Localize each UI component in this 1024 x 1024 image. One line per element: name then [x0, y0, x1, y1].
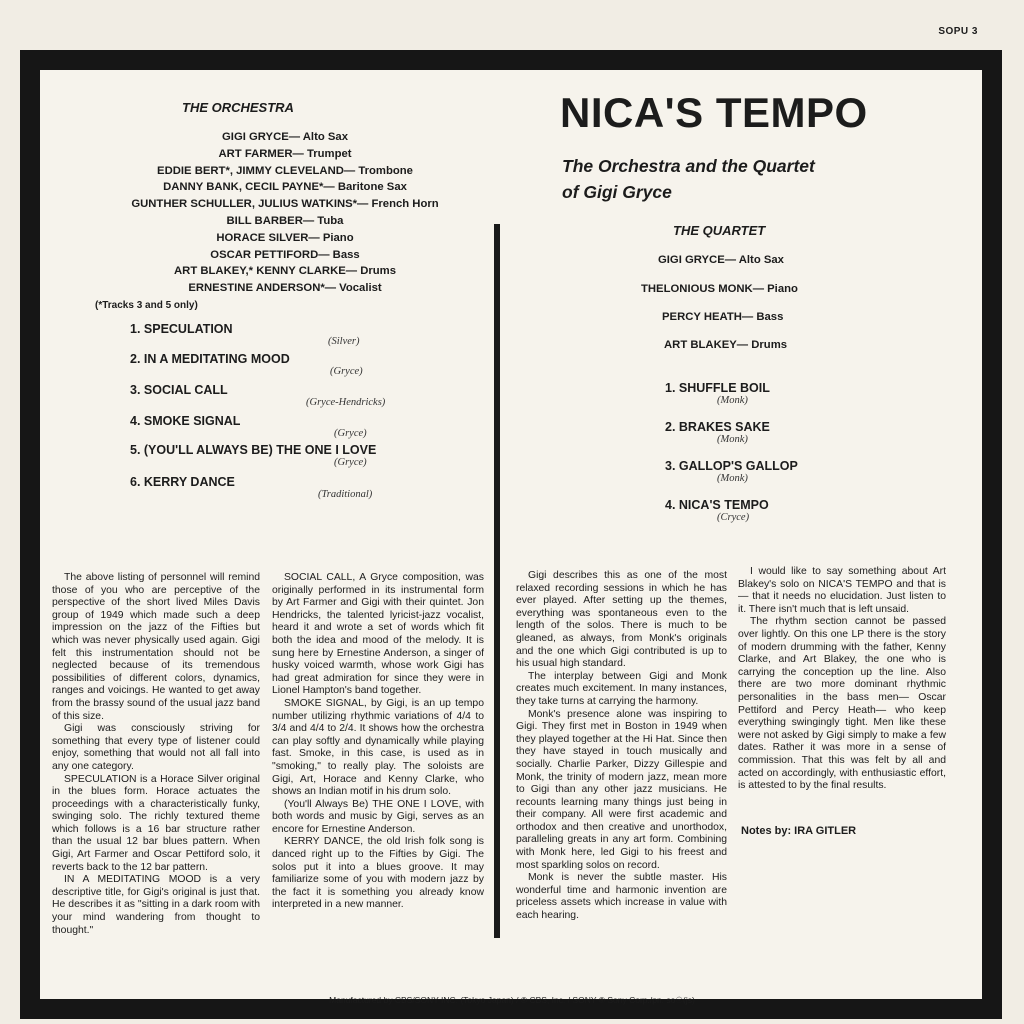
track-title: 1. SPECULATION — [130, 322, 233, 336]
liner-notes-col1 — [52, 572, 260, 937]
liner-paragraph: I would like to say something about Art Blakey's solo on NICA'S TEMPO and that is— that it needs no elucidation. Just listen to it. There isn't much that is left unsaid. — [738, 566, 946, 615]
quartet-track — [665, 420, 770, 445]
liner-paragraph: Monk's presence alone was inspiring to Gigi. They first met in Boston in 1949 when they played together at the Hi Hat. Since then they have stayed in touch musically and socially. Charlie Parker, Dizzy Gillespie and Monk, the trinity of modern jazz, mean more to Gigi than any other jazz musicians. He recounts learning many things just being in their company. All were first academic and orthodox and then creative and unorthodox, paralleling greats in any art form. Combining with Monk here, led Gigi to his freest and most sparkling solos on record. — [516, 708, 727, 871]
orchestra-track — [130, 352, 363, 377]
liner-paragraph: IN A MEDITATING MOOD is a very descriptive title, for Gigi's original is just that. He describes it as "sitting in a dark room with your mind wandering from thought to thought." — [52, 874, 260, 936]
liner-paragraph: The above listing of personnel will remind those of you who are perceptive of the perspective of the short lived Miles Davis group of 1949 which made such a deep impression on the jazz of the Fifties but which was never physically used again. Gigi felt this instrumentation should not be neglected because of its tremendous possibilities of different colors, dynamics, ranges and voicings. He wanted to get away from the brassy sound of the usual jazz band of this size. — [52, 572, 260, 722]
liner-paragraph: Monk is never the subtle master. His wonderful time and harmonic invention are priceless assets which increase in value with each hearing. — [516, 872, 727, 922]
orchestra-track — [130, 322, 360, 347]
catalog-number: SOPU 3 — [938, 26, 978, 37]
personnel-line: OSCAR PETTIFORD— Bass — [210, 248, 360, 261]
track-composer: (Gryce) — [334, 457, 367, 468]
orchestra-track — [130, 383, 385, 408]
orchestra-personnel — [60, 129, 510, 297]
orchestra-track — [130, 475, 372, 500]
personnel-line: GUNTHER SCHULLER, JULIUS WATKINS*— French Horn — [131, 198, 439, 211]
liner-notes-col4 — [738, 566, 946, 793]
personnel-line: GIGI GRYCE— Alto Sax — [222, 131, 348, 143]
personnel-line: EDDIE BERT*, JIMMY CLEVELAND— Trombone — [157, 164, 413, 177]
personnel-line: HORACE SILVER— Piano — [216, 231, 354, 244]
personnel-line: DANNY BANK, CECIL PAYNE*— Baritone Sax — [163, 181, 407, 194]
notes-signature: Notes by: IRA GITLER — [741, 825, 857, 837]
album-subtitle — [562, 153, 815, 205]
personnel-line: ART BLAKEY,* KENNY CLARKE— Drums — [174, 265, 396, 278]
liner-paragraph: The rhythm section cannot be passed over lightly. On this one LP there is the story of modern drumming with the father, Kenny Clarke, and Art Blakey, the one who is carrying the conception up the line. Also there are two more dominant rhythmic personalities in the bass men— Oscar Pettiford and Percy Heath— who keep everything swingingly tight. Men like these were not asked by Gigi simply to make a few dates. Rather it was more in a sense of commission. That this was felt by all and acted on accordingly, with enthusiastic effort, is attested to by the final results. — [738, 616, 946, 792]
quartet-heading: THE QUARTET — [673, 223, 766, 238]
quartet-personnel-line: THELONIOUS MONK— Piano — [641, 283, 798, 295]
orchestra-track — [130, 414, 367, 439]
liner-paragraph: SPECULATION is a Horace Silver original in the blues form. Horace actuates the proceedings with a characteristically funky, swinging solo. The richly textured theme which follows is a 16 bar structure rather than the usual 12 bar blues pattern. When Gigi, Art Farmer and Oscar Pettiford solo, it reverts back to the 12 bar pattern. — [52, 773, 260, 873]
manufacturer-footer: Manufactured by CBS/SONY INC. (Tokyo Japan) / ® CBS, Inc. / SONY ® Sony Corp./pn. so☉(js) — [329, 995, 695, 1005]
subtitle-line: The Orchestra and the Quartet — [562, 156, 815, 176]
track-composer: (Monk) — [717, 434, 748, 445]
personnel-line: ERNESTINE ANDERSON*— Vocalist — [188, 282, 382, 295]
track-composer: (Silver) — [328, 336, 360, 347]
track-composer: (Gryce) — [330, 366, 363, 377]
liner-paragraph: Gigi was consciously striving for something that every type of listener could enjoy, something that would not all fall into any one category. — [52, 723, 260, 772]
quartet-personnel-line: GIGI GRYCE— Alto Sax — [658, 254, 784, 266]
track-title: 6. KERRY DANCE — [130, 475, 235, 489]
track-composer: (Gryce-Hendricks) — [306, 397, 386, 408]
quartet-personnel-line: ART BLAKEY— Drums — [664, 339, 788, 351]
track-composer: (Monk) — [717, 473, 748, 484]
album-title: NICA'S TEMPO — [560, 89, 868, 136]
track-composer: (Cryce) — [717, 512, 750, 523]
liner-paragraph: SOCIAL CALL, A Gryce composition, was originally performed in its instrumental form by Art Farmer and Gigi with their quintet. Jon Hendricks, the talented lyricist-jazz vocalist, heard it and wrote a set of words which fit both the idea and mood of the melody. It is sung here by Ernestine Anderson, a singer of husky voiced warmth, whose work Gigi has had great admiration for since they were in Lionel Hampton's band together. — [272, 572, 484, 697]
track-title: 2. IN A MEDITATING MOOD — [130, 352, 290, 366]
track-title: 3. SOCIAL CALL — [130, 383, 228, 397]
subtitle-line: of Gigi Gryce — [562, 182, 672, 202]
orchestra-track — [130, 443, 376, 468]
track-title: 1. SHUFFLE BOIL — [665, 381, 770, 395]
liner-paragraph: The interplay between Gigi and Monk creates much excitement. In many instances, they take turns at carrying the harmony. — [516, 670, 727, 707]
personnel-line: ART FARMER— Trumpet — [218, 147, 352, 160]
orchestra-heading: THE ORCHESTRA — [182, 100, 294, 115]
liner-paragraph: SMOKE SIGNAL, by Gigi, is an up tempo number utilizing rhythmic variations of 4/4 to 3/4 and 4/4 to 2/4. It shows how the orchestra can play softly and dynamically while playing fast. Smoke, in this case, is used as in "smoking," to really play. The soloists are Gigi, Art, Horace and Kenny Clarke, who shows an Indian motif in his drum solo. — [272, 697, 484, 798]
track-composer: (Traditional) — [318, 489, 373, 500]
column-divider — [494, 224, 500, 938]
liner-paragraph: (You'll Always Be) THE ONE I LOVE, with both words and music by Gigi, serves as an encore for Ernestine Anderson. — [272, 798, 484, 835]
liner-notes-col2 — [272, 572, 484, 912]
quartet-track — [665, 381, 770, 406]
quartet-track — [665, 459, 798, 484]
track-title: 3. GALLOP'S GALLOP — [665, 459, 798, 473]
orchestra-footnote: (*Tracks 3 and 5 only) — [95, 300, 198, 311]
track-composer: (Gryce) — [334, 428, 367, 439]
personnel-line: BILL BARBER— Tuba — [226, 214, 344, 227]
track-title: 2. BRAKES SAKE — [665, 420, 770, 434]
liner-paragraph: KERRY DANCE, the old Irish folk song is danced right up to the Fifties by Gigi. The solos put it into a blues groove. It may familiarize some of you with modern jazz by the fact it is something you already know interpreted in a new manner. — [272, 836, 484, 911]
liner-paragraph: Gigi describes this as one of the most relaxed recording sessions in which he has ever played. After setting up the themes, everything was spontaneous even to the length of the solos. There is much to be gleaned, as always, from Monk's originals and the one which Gigi contributed is up to his usual high standard. — [516, 570, 727, 670]
quartet-personnel-line: PERCY HEATH— Bass — [662, 311, 784, 323]
liner-notes-col3 — [516, 570, 727, 923]
quartet-track — [665, 498, 769, 523]
track-composer: (Monk) — [717, 395, 748, 406]
track-title: 5. (YOU'LL ALWAYS BE) THE ONE I LOVE — [130, 443, 377, 457]
track-title: 4. NICA'S TEMPO — [665, 498, 769, 512]
track-title: 4. SMOKE SIGNAL — [130, 414, 241, 428]
